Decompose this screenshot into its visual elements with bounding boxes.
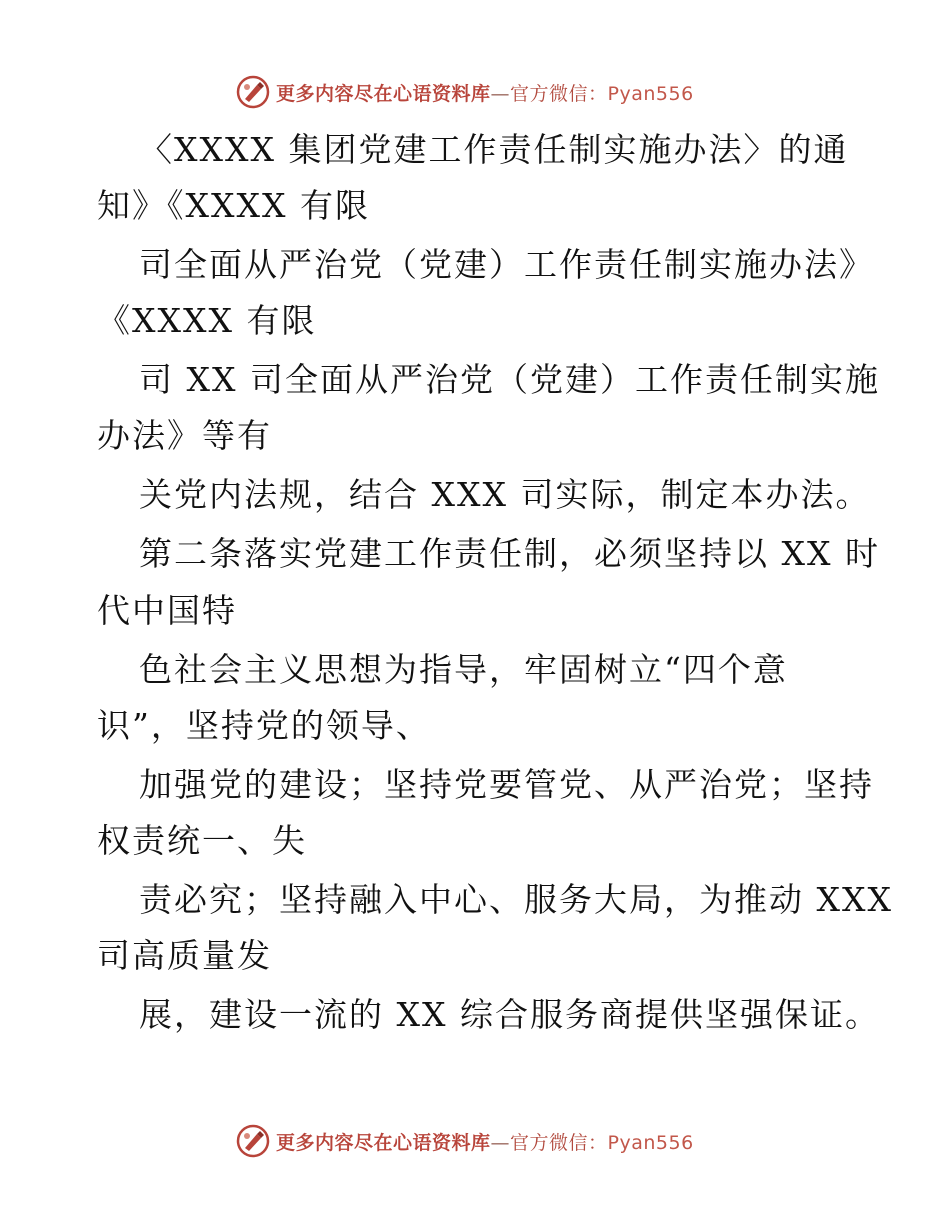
body-line: 色社会主义思想为指导，牢固树立“四个意 <box>139 650 788 689</box>
watermark-official-label: 官方微信： <box>510 82 608 105</box>
body-line: 权责统一、失 <box>97 821 307 860</box>
watermark-separator: — <box>490 1131 511 1154</box>
body-line: 第二条落实党建工作责任制，必须坚持以 XX 时 <box>139 534 880 573</box>
body-line: 展，建设一流的 XX 综合服务商提供坚强保证。 <box>139 995 880 1034</box>
watermark-logo-icon <box>236 75 270 109</box>
body-line: 司 XX 司全面从严治党（党建）工作责任制实施 <box>139 360 880 399</box>
body-line: 责必究；坚持融入中心、服务大局，为推动 XXX <box>139 880 893 919</box>
watermark-logo-icon <box>236 1124 270 1158</box>
header-watermark <box>236 72 756 112</box>
body-line: 办法》等有 <box>97 416 272 455</box>
watermark-text <box>276 1128 694 1155</box>
body-line: 司全面从严治党（党建）工作责任制实施办法》 <box>139 245 874 284</box>
body-line: 代中国特 <box>97 591 237 630</box>
body-line: 司高质量发 <box>97 936 272 975</box>
watermark-brand: 更多内容尽在心语资料库 <box>276 82 491 105</box>
body-line: 关党内法规，结合 XXX 司实际，制定本办法。 <box>139 475 871 514</box>
watermark-official-label: 官方微信： <box>510 1131 608 1154</box>
body-line: 《XXXX 有限 <box>97 301 317 340</box>
watermark-wechat-id: Pyan556 <box>607 1131 694 1154</box>
watermark-wechat-id: Pyan556 <box>607 82 694 105</box>
body-line: 识”，坚持党的领导、 <box>97 706 431 745</box>
watermark-separator: — <box>490 82 511 105</box>
body-line: 〈XXXX 集团党建工作责任制实施办法〉的通 <box>139 130 849 169</box>
body-line: 加强党的建设；坚持党要管党、从严治党；坚持 <box>139 765 874 804</box>
footer-watermark <box>236 1121 756 1161</box>
watermark-brand: 更多内容尽在心语资料库 <box>276 1131 491 1154</box>
watermark-text <box>276 79 694 106</box>
body-line: 知》《XXXX 有限 <box>97 186 370 225</box>
